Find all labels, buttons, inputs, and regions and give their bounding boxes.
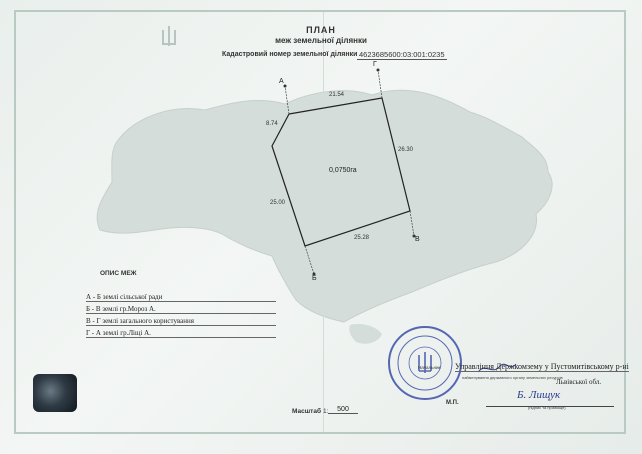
vertex-label-a: А [279, 78, 284, 85]
scale-label: Масштаб [292, 408, 321, 415]
description-row-4-from: А [95, 329, 101, 337]
description-title: ОПИС МЕЖ [100, 270, 137, 277]
cadastral-number-label: Кадастровий номер земельної ділянки [222, 51, 358, 58]
description-row-1-text: землі сільської ради [102, 293, 163, 301]
side-length-top: 21.54 [329, 92, 345, 98]
scale-ratio-prefix: 1: [323, 408, 329, 415]
direction-line-a [285, 86, 289, 114]
plot-area-value: 0,0750га [329, 167, 357, 174]
description-row-4: Г - А землі гр.Ліщі А. [86, 329, 276, 338]
description-row-1-code: А [86, 293, 92, 301]
description-row-1-from: Б [96, 293, 101, 301]
direction-line-b [305, 246, 314, 274]
description-row-4-code: Г [86, 329, 91, 337]
direction-line-v [410, 211, 414, 236]
signer-name: Б. Лищук [517, 389, 561, 401]
seal-label: М.П. [446, 400, 459, 406]
side-length-right: 26.30 [398, 147, 414, 153]
document-subtitle: меж земельної ділянки [275, 36, 367, 45]
signature-position-label: Начальник [418, 365, 441, 370]
organization-name: Управління Держкомзему у Пустомитівському р-ні [455, 362, 629, 371]
official-stamp [389, 327, 461, 399]
side-length-bottom: 25.28 [354, 235, 370, 241]
vertex-label-b: Б [312, 275, 317, 282]
description-row-2-code: Б [86, 305, 91, 313]
document-title: ПЛАН [306, 25, 336, 35]
cadastral-number-value: 4623685600:03:001:0235 [359, 50, 445, 59]
description-row-2: Б - В землі гр.Мороз А. [86, 305, 276, 314]
description-row-2-text: землі гр.Мороз А. [102, 305, 156, 313]
signature-caption: (підпис та прізвище) [528, 405, 566, 410]
description-row-3-from: Г [96, 317, 101, 325]
organization-caption: найменування державного органу земельних ресурсів [462, 375, 563, 380]
hologram-sticker [33, 374, 77, 412]
scale-value: 500 [328, 406, 358, 414]
description-row-3-code: В [86, 317, 91, 325]
vertex-marker-g [377, 69, 380, 72]
description-row-3: В - Г землі загального користування [86, 317, 276, 326]
side-length-left: 25.00 [270, 200, 286, 206]
description-row-3-text: землі загального користування [102, 317, 194, 325]
direction-line-g [378, 70, 382, 98]
organization-region: Львівської обл. [556, 378, 602, 386]
side-length-short: 8.74 [266, 121, 278, 127]
vertex-label-g: Г [373, 61, 377, 68]
vertex-label-v: В [415, 236, 420, 243]
description-row-1: А - Б землі сільської ради [86, 293, 276, 302]
description-row-2-from: В [95, 305, 101, 313]
description-row-4-text: землі гр.Ліщі А. [102, 329, 151, 337]
